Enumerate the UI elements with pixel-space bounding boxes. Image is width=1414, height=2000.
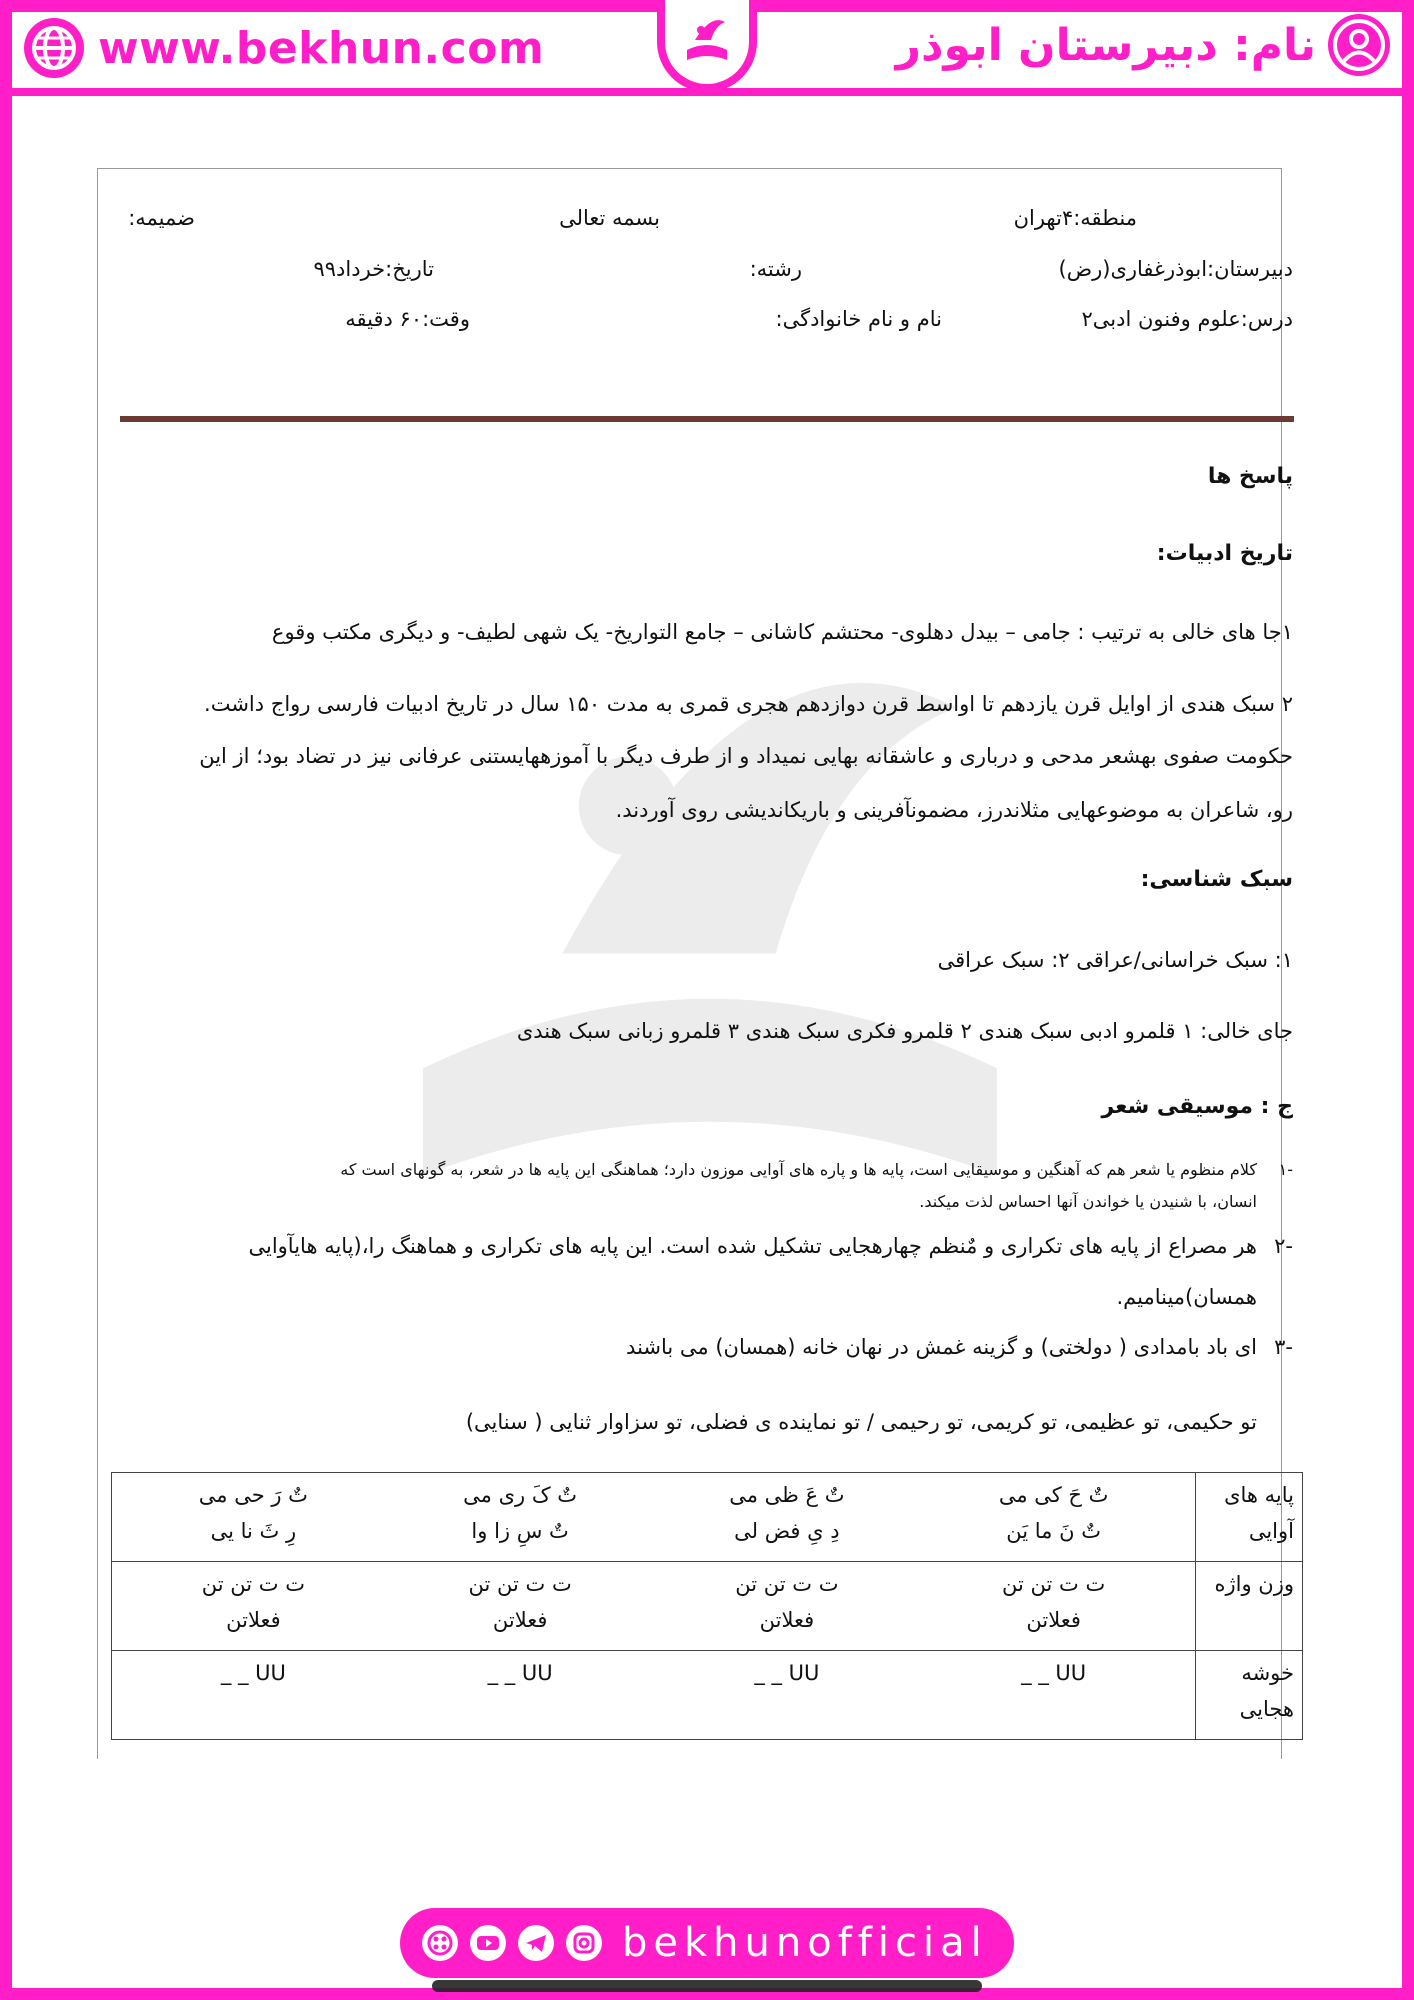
- style-title: سبک شناسی:: [1140, 867, 1293, 892]
- row-label: وزن واژه: [1196, 1562, 1303, 1651]
- social-footer: [400, 1908, 1014, 1978]
- instagram-icon[interactable]: [566, 1925, 602, 1961]
- user-icon: [1328, 14, 1390, 76]
- globe-icon: [24, 18, 84, 78]
- aparat-icon[interactable]: [422, 1925, 458, 1961]
- q2-line1: ۲ سبک هندی از اوایل قرن یازدهم تا اواسط قرن دوازدهم هجری قمری به مدت ۱۵۰ سال در تاریخ ادبیات فارسی رواج داشت.: [204, 692, 1293, 716]
- table-cell: UU _ _: [220, 1661, 286, 1685]
- field: رشته:: [749, 257, 802, 281]
- style-answer-1: ۱: سبک خراسانی/عراقی ۲: سبک عراقی: [937, 948, 1293, 972]
- table-cell: تٌ رَ حی می: [198, 1483, 308, 1507]
- book-logo-icon: [665, 0, 749, 84]
- table-cell: UU _ _: [754, 1661, 820, 1685]
- q1-answer: ۱جا های خالی به ترتیب : جامی – بیدل دهلوی- محتشم کاشانی – جامع التواریخ- یک شهی لطیف- و دیگری مکتب وقوع: [271, 620, 1293, 644]
- social-handle[interactable]: bekhunofficial: [622, 1920, 988, 1966]
- table-cell: تٌ عَ ظی می: [729, 1483, 845, 1507]
- table-cell: UU _ _: [487, 1661, 553, 1685]
- row-cells: [112, 1473, 1196, 1562]
- footer-shadow: [432, 1980, 982, 1992]
- site-url[interactable]: www.bekhun.com: [98, 22, 545, 74]
- table-cell: دِ یِ فض لی: [734, 1519, 840, 1543]
- table-cell: فعلاتن: [492, 1608, 548, 1632]
- m1-number: -۱: [1278, 1160, 1293, 1179]
- verse: تو حکیمی، تو عظیمی، تو کریمی، تو رحیمی / تو نماینده ی فضلی، تو سزاوار ثنایی ( سنایی): [465, 1410, 1257, 1434]
- bismillah: بسمه تعالی: [559, 206, 660, 230]
- table-row: [112, 1651, 1303, 1740]
- subject: درس:علوم وفنون ادبی۲: [1081, 307, 1293, 331]
- row-cells: [112, 1651, 1196, 1740]
- school: دبیرستان:ابوذرغفاری(رض): [1058, 257, 1293, 281]
- m2-number: -۲: [1274, 1234, 1293, 1258]
- table-cell: تٌ سِ زا وا: [471, 1519, 569, 1543]
- table-cell: تٌ کَ ری می: [463, 1483, 578, 1507]
- table-cell: فعلاتن: [759, 1608, 815, 1632]
- row-label: پایه های آوایی: [1196, 1473, 1303, 1562]
- table-cell: ت ت تن تن: [735, 1572, 839, 1596]
- brand-logo: [657, 0, 757, 92]
- meter-table: [111, 1472, 1303, 1740]
- style-answer-2: جای خالی: ۱ قلمرو ادبی سبک هندی ۲ قلمرو فکری سبک هندی ۳ قلمرو زبانی سبک هندی: [516, 1019, 1293, 1043]
- table-cell: ت ت تن تن: [201, 1572, 305, 1596]
- table-cell: ت ت تن تن: [1002, 1572, 1106, 1596]
- section-separator: [120, 416, 1294, 422]
- school-name: نام: دبیرستان ابوذر: [895, 19, 1316, 71]
- date: تاریخ:خرداد۹۹: [313, 257, 434, 281]
- region: منطقه:۴تهران: [1013, 206, 1137, 230]
- table-cell: فعلاتن: [1026, 1608, 1081, 1632]
- m2-line1: هر مصراع از پایه های تکراری و مٌنظم چهارهجایی تشکیل شده است. این پایه های تکراری و هماهنگ را،(پایه هایآوایی: [248, 1234, 1257, 1258]
- q2-line3: رو، شاعران به موضوعهایی مثلاندرز، مضمونآفرینی و باریکاندیشی روی آوردند.: [615, 798, 1293, 822]
- m1-line1: کلام منظوم یا شعر هم که آهنگین و موسیقایی است، پایه ها و پاره های آوایی موزون دارد؛ هماهنگی این پایه ها در شعر، به گونهای است که: [340, 1160, 1257, 1179]
- table-cell: فعلاتن: [226, 1608, 281, 1632]
- row-cells: [112, 1562, 1196, 1651]
- q2-line2: حکومت صفوی بهشعر مدحی و درباری و عاشقانه بهایی نمیداد و از طرف دیگر با آموزههایستنی عرفانی نیز در تضاد بود؛ از این: [199, 744, 1293, 768]
- student-name: نام و نام خانوادگی:: [775, 307, 942, 331]
- site-link[interactable]: [24, 18, 544, 78]
- m1-line2: انسان، با شنیدن یا خواندن آنها احساس لذت میکند.: [919, 1192, 1257, 1211]
- youtube-icon[interactable]: [470, 1925, 506, 1961]
- school-header: [896, 14, 1390, 76]
- table-cell: رِ ثَ نا یی: [210, 1519, 297, 1543]
- m2-line2: همسان)مینامیم.: [1116, 1285, 1257, 1309]
- table-cell: تٌ حَ کی می: [998, 1483, 1109, 1507]
- table-cell: ت ت تن تن: [468, 1572, 572, 1596]
- music-title: ج : موسیقی شعر: [1101, 1094, 1293, 1119]
- telegram-icon[interactable]: [518, 1925, 554, 1961]
- m3-line1: ای باد بامدادی ( دولختی) و گزینه غمش در نهان خانه (همسان) می باشند: [626, 1335, 1257, 1359]
- answers-title: پاسخ ها: [1207, 464, 1293, 489]
- time: وقت:۶۰ دقیقه: [345, 307, 470, 331]
- table-cell: تٌ نَ ما یَن: [1006, 1519, 1101, 1543]
- table-row: [112, 1562, 1303, 1651]
- attachment: ضمیمه:: [128, 206, 195, 230]
- table-row: [112, 1473, 1303, 1562]
- row-label: خوشه هجایی: [1196, 1651, 1303, 1740]
- m3-number: -۳: [1274, 1335, 1293, 1359]
- table-cell: UU _ _: [1021, 1661, 1087, 1685]
- lit-history-title: تاریخ ادبیات:: [1156, 541, 1293, 566]
